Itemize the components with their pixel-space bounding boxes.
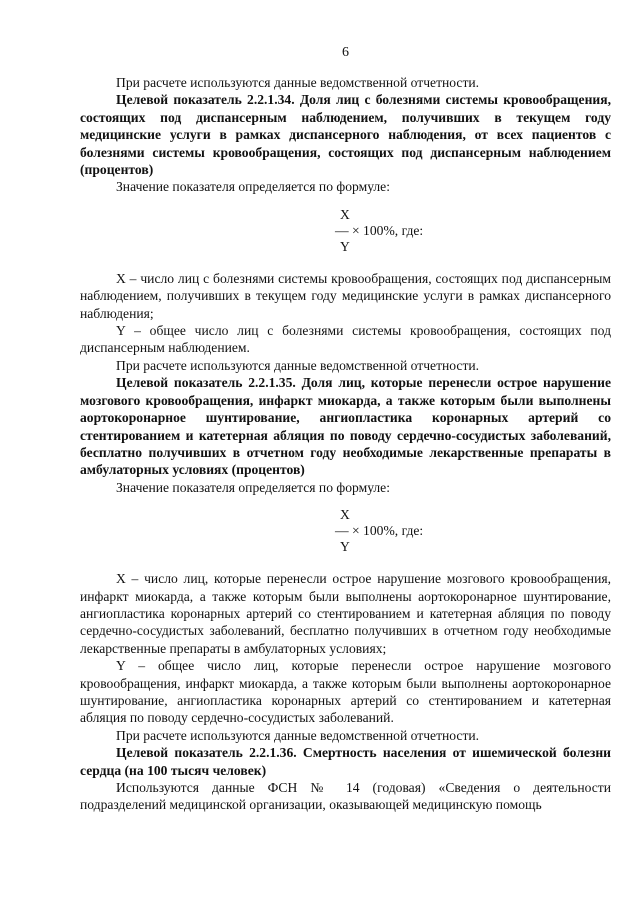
data-source-note: При расчете используются данные ведомственной отчетности. — [116, 357, 480, 373]
formula-intro: Значение показателя определяется по формуле: — [116, 179, 390, 195]
body-text: Используются данные ФСН № 14 (годовая) «Сведения о деятельности подразделений медицинской организации, оказывающей медицинскую помощь — [80, 780, 611, 813]
indicator-heading-2-2-1-34: Целевой показатель 2.2.1.34. Доля лиц с болезнями системы кровообращения, состоящих под диспансерным наблюдением, получивших в текущем году медицинские услуги в рамках диспансерного наблюдения, от всех пациентов с болезнями системы кровообращения, состоящих под диспансерным наблюдением (процентов) — [80, 92, 611, 178]
formula-denominator: Y — [340, 238, 350, 254]
x-definition: X – число лиц, которые перенесли острое нарушение мозгового кровообращения, инфаркт миокарда, а также которым были выполнены аортокоронарное шунтирование, ангиопластика коронарных артерий со стентированием и катетерная абляция по поводу сердечно-сосудистых заболеваний, бесплатно получивших в отчетном году необходимые лекарственные препараты в амбулаторных условиях; — [80, 571, 611, 656]
formula-fraction: — × 100%, где: — [335, 222, 424, 238]
formula-denominator: Y — [340, 539, 350, 555]
formula-block — [80, 206, 611, 256]
formula-numerator: X — [340, 206, 350, 222]
formula-fraction: — × 100%, где: — [335, 523, 424, 539]
formula-block — [80, 506, 611, 556]
indicator-heading-2-2-1-35: Целевой показатель 2.2.1.35. Доля лиц, которые перенесли острое нарушение мозгового кровообращения, инфаркт миокарда, а также которым были выполнены аортокоронарное шунтирование, ангиопластика коронарных артерий со стентированием и катетерная абляция по поводу сердечно-сосудистых заболеваний, бесплатно получивших в отчетном году необходимые лекарственные препараты в амбулаторных условиях (процентов) — [80, 375, 611, 478]
data-source-note: При расчете используются данные ведомственной отчетности. — [116, 727, 480, 743]
data-source-note: При расчете используются данные ведомственной отчетности. — [116, 75, 480, 90]
document-page — [80, 0, 611, 814]
formula-numerator: X — [340, 507, 350, 523]
formula-intro: Значение показателя определяется по формуле: — [116, 479, 390, 495]
indicator-heading-2-2-1-36: Целевой показатель 2.2.1.36. Смертность населения от ишемической болезни сердца (на 100 тысяч человек) — [80, 745, 611, 778]
page-number: 6 — [342, 45, 349, 60]
y-definition: Y – общее число лиц с болезнями системы кровообращения, состоящих под диспансерным наблюдением. — [80, 323, 611, 356]
x-definition: X – число лиц с болезнями системы кровообращения, состоящих под диспансерным наблюдением, получивших в текущем году медицинские услуги в рамках диспансерного наблюдения; — [80, 270, 611, 321]
y-definition: Y – общее число лиц, которые перенесли острое нарушение мозгового кровообращения, инфаркт миокарда, а также которым были выполнены аортокоронарное шунтирование, ангиопластика коронарных артерий со стентированием и катетерная абляция по поводу сердечно-сосудистых заболеваний. — [80, 658, 611, 726]
